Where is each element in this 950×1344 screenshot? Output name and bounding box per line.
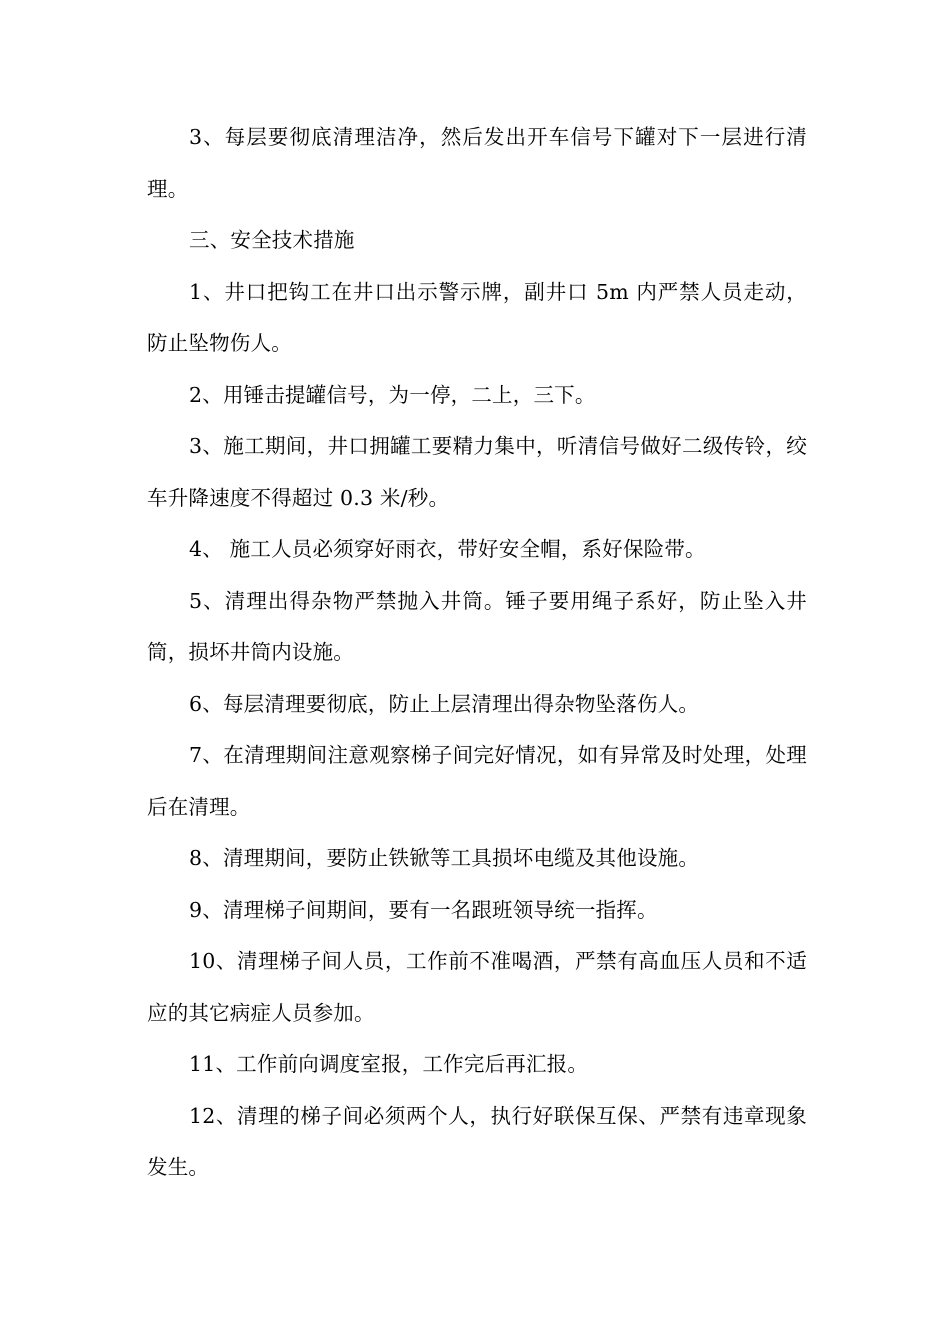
document-body — [147, 112, 807, 1194]
paragraph-item-10: 10、清理梯子间人员，工作前不准喝酒，严禁有高血压人员和不适应的其它病症人员参加。 — [147, 949, 807, 1025]
paragraph-item-6: 6、每层清理要彻底，防止上层清理出得杂物坠落伤人。 — [189, 691, 700, 716]
paragraph-item-12: 12、清理的梯子间必须两个人，执行好联保互保、严禁有违章现象发生。 — [147, 1103, 807, 1179]
paragraph-item-11: 11、工作前向调度室报，工作完后再汇报。 — [189, 1052, 589, 1076]
paragraph-item-9: 9、清理梯子间期间，要有一名跟班领导统一指挥。 — [189, 897, 658, 922]
section-heading-safety-measures: 三、安全技术措施 — [189, 228, 355, 252]
paragraph-item-8: 8、清理期间，要防止铁锨等工具损坏电缆及其他设施。 — [189, 846, 700, 870]
paragraph-item-2: 2、用锤击提罐信号，为一停，二上，三下。 — [189, 382, 596, 407]
paragraph-item-5: 5、清理出得杂物严禁抛入井筒。锤子要用绳子系好，防止坠入井筒，损坏井筒内设施。 — [147, 588, 807, 664]
paragraph-item-4: 4、 施工人员必须穿好雨衣，带好安全帽，系好保险带。 — [189, 537, 706, 561]
paragraph-item-3-cleanup: 3、每层要彻底清理洁净，然后发出开车信号下罐对下一层进行清理。 — [147, 125, 807, 201]
paragraph-item-1: 1、井口把钩工在井口出示警示牌，副井口 5m 内严禁人员走动，防止坠物伤人。 — [147, 279, 807, 355]
paragraph-item-7: 7、在清理期间注意观察梯子间完好情况，如有异常及时处理，处理后在清理。 — [147, 743, 807, 819]
paragraph-item-3: 3、施工期间，井口拥罐工要精力集中，听清信号做好二级传铃，绞车升降速度不得超过 0.3 米/秒。 — [147, 434, 807, 510]
